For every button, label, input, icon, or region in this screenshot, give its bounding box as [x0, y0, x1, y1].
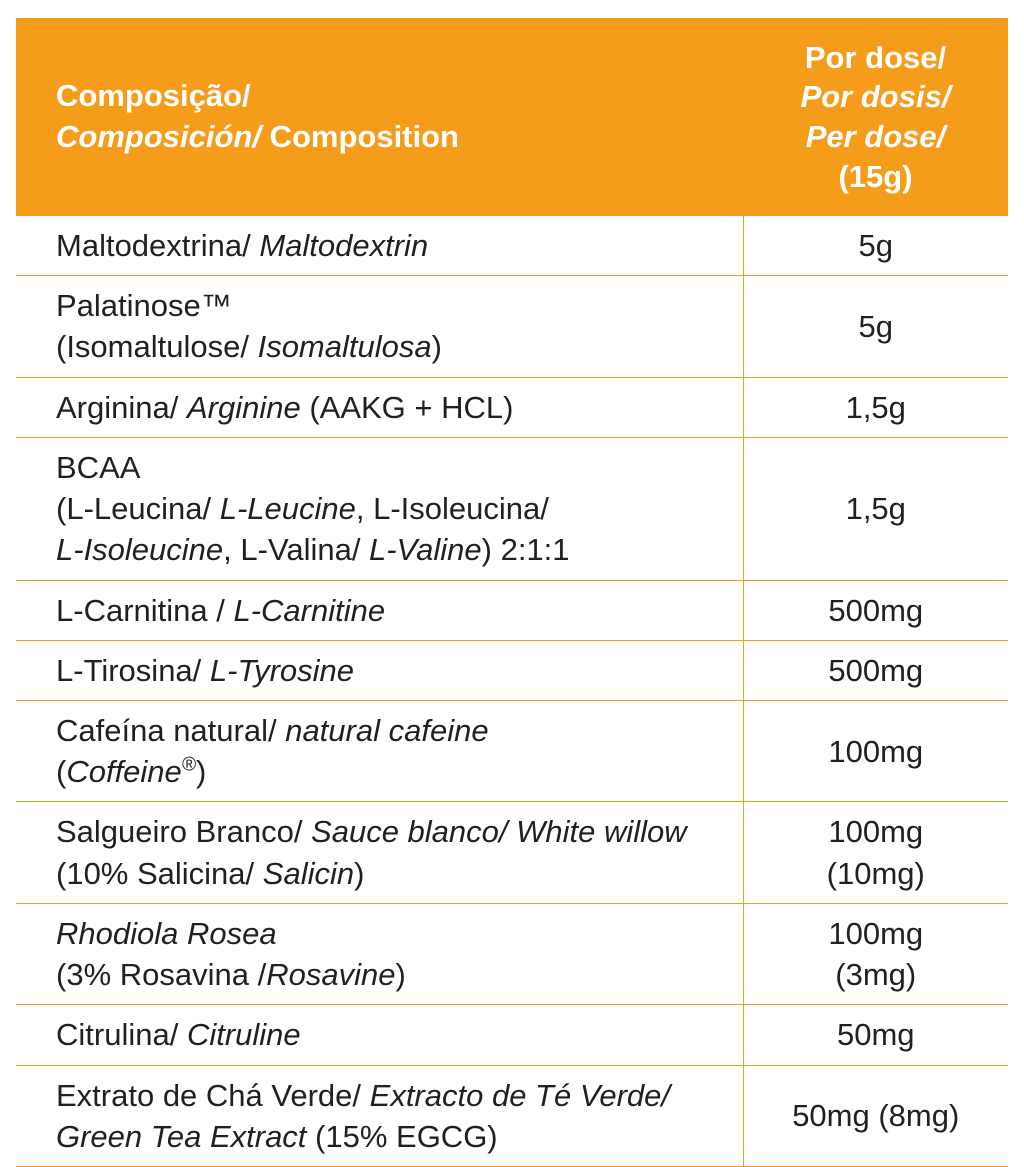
table-header-row	[16, 18, 1008, 216]
ingredient-name-pt: Rhodiola Rosea	[56, 915, 277, 951]
ingredient-name-pt: L-Carnitina /	[56, 592, 234, 628]
table-row	[16, 1065, 1008, 1166]
ingredient-name	[16, 216, 743, 276]
table-row	[16, 437, 1008, 580]
ingredient-name-alt: (L-Leucina/ L-Leucine, L-Isoleucina/ L-Isoleucine, L-Valina/ L-Valine) 2:1:1	[56, 491, 570, 568]
ingredient-name-pt: Salgueiro Branco/	[56, 814, 312, 850]
ingredient-name-en: L-Tyrosine	[209, 652, 355, 688]
ingredient-name-en: natural cafeine	[285, 712, 489, 748]
table-row	[16, 903, 1008, 1004]
column-header-dose	[743, 18, 1008, 216]
ingredient-name	[16, 580, 743, 640]
composition-header-en: Composition	[260, 119, 459, 154]
ingredient-dose: 500mg	[743, 580, 1008, 640]
table-body	[16, 216, 1008, 1166]
table-row	[16, 216, 1008, 276]
ingredient-name-extra: (AAKG + HCL)	[300, 389, 514, 425]
ingredient-name-pt: Arginina/	[56, 389, 187, 425]
ingredient-name-pt: Maltodextrina/	[56, 228, 260, 263]
ingredient-dose: 500mg	[743, 640, 1008, 700]
ingredient-name-pt: Cafeína natural/	[56, 712, 286, 748]
table-row	[16, 580, 1008, 640]
dose-line-2: (3mg)	[835, 957, 917, 993]
table-row	[16, 377, 1008, 437]
dose-header-line1: Por dose/	[804, 39, 947, 75]
ingredient-name-en: Extracto de Té Verde/ Green Tea Extract	[56, 1077, 671, 1154]
table-row	[16, 1005, 1008, 1065]
ingredient-name	[16, 903, 743, 1004]
ingredient-name-en: Arginine	[186, 389, 301, 425]
ingredient-name-en: L-Carnitine	[233, 592, 386, 628]
composition-header-es: Composición/	[56, 119, 261, 154]
table-header	[16, 18, 1008, 216]
ingredient-name-extra: (15% EGCG)	[306, 1118, 498, 1154]
composition-header-line1: Composição/	[56, 78, 251, 114]
dose-line-2: (10mg)	[826, 855, 925, 891]
ingredient-name	[16, 276, 743, 377]
ingredient-dose: 100mg	[743, 700, 1008, 801]
ingredient-dose: 1,5g	[743, 377, 1008, 437]
ingredient-dose	[743, 802, 1008, 903]
ingredient-name-extra: (10% Salicina/ Salicin)	[56, 855, 365, 891]
ingredient-name-pt: Extrato de Chá Verde/	[56, 1077, 370, 1113]
dose-line-1: 100mg	[828, 915, 924, 951]
ingredient-name-pt: BCAA	[56, 449, 141, 485]
column-header-composition	[16, 18, 743, 216]
dose-header-line2: Por dosis/	[800, 79, 951, 115]
ingredient-name-alt: (3% Rosavina /Rosavine)	[56, 957, 406, 993]
composition-table	[16, 18, 1008, 1167]
table-row	[16, 802, 1008, 903]
ingredient-name-pt: Palatinose™	[56, 288, 232, 324]
ingredient-dose: 5g	[743, 216, 1008, 276]
ingredient-name-alt: (Isomaltulose/ Isomaltulosa)	[56, 329, 442, 365]
dose-header-line3: Per dose/	[805, 119, 946, 154]
ingredient-name	[16, 700, 743, 801]
ingredient-name-en: Sauce blanco/ White willow	[311, 814, 687, 850]
ingredient-name-pt: L-Tirosina/	[56, 652, 210, 688]
ingredient-name-en: Citruline	[186, 1017, 301, 1053]
ingredient-name	[16, 802, 743, 903]
table-row	[16, 276, 1008, 377]
ingredient-dose	[743, 903, 1008, 1004]
ingredient-dose: 5g	[743, 276, 1008, 377]
table-row	[16, 640, 1008, 700]
ingredient-name-alt: (Coffeine®)	[56, 754, 207, 790]
ingredient-name	[16, 437, 743, 580]
ingredient-name	[16, 640, 743, 700]
dose-line-1: 100mg	[828, 814, 924, 850]
composition-header-line2	[56, 117, 743, 158]
ingredient-name	[16, 1065, 743, 1166]
dose-header-line4: (15g)	[838, 158, 913, 194]
ingredient-name	[16, 377, 743, 437]
ingredient-name	[16, 1005, 743, 1065]
ingredient-name-en: Maltodextrin	[259, 228, 429, 263]
table-row	[16, 700, 1008, 801]
ingredient-dose: 1,5g	[743, 437, 1008, 580]
ingredient-name-pt: Citrulina/	[56, 1017, 187, 1053]
ingredient-dose: 50mg (8mg)	[743, 1065, 1008, 1166]
ingredient-dose: 50mg	[743, 1005, 1008, 1065]
